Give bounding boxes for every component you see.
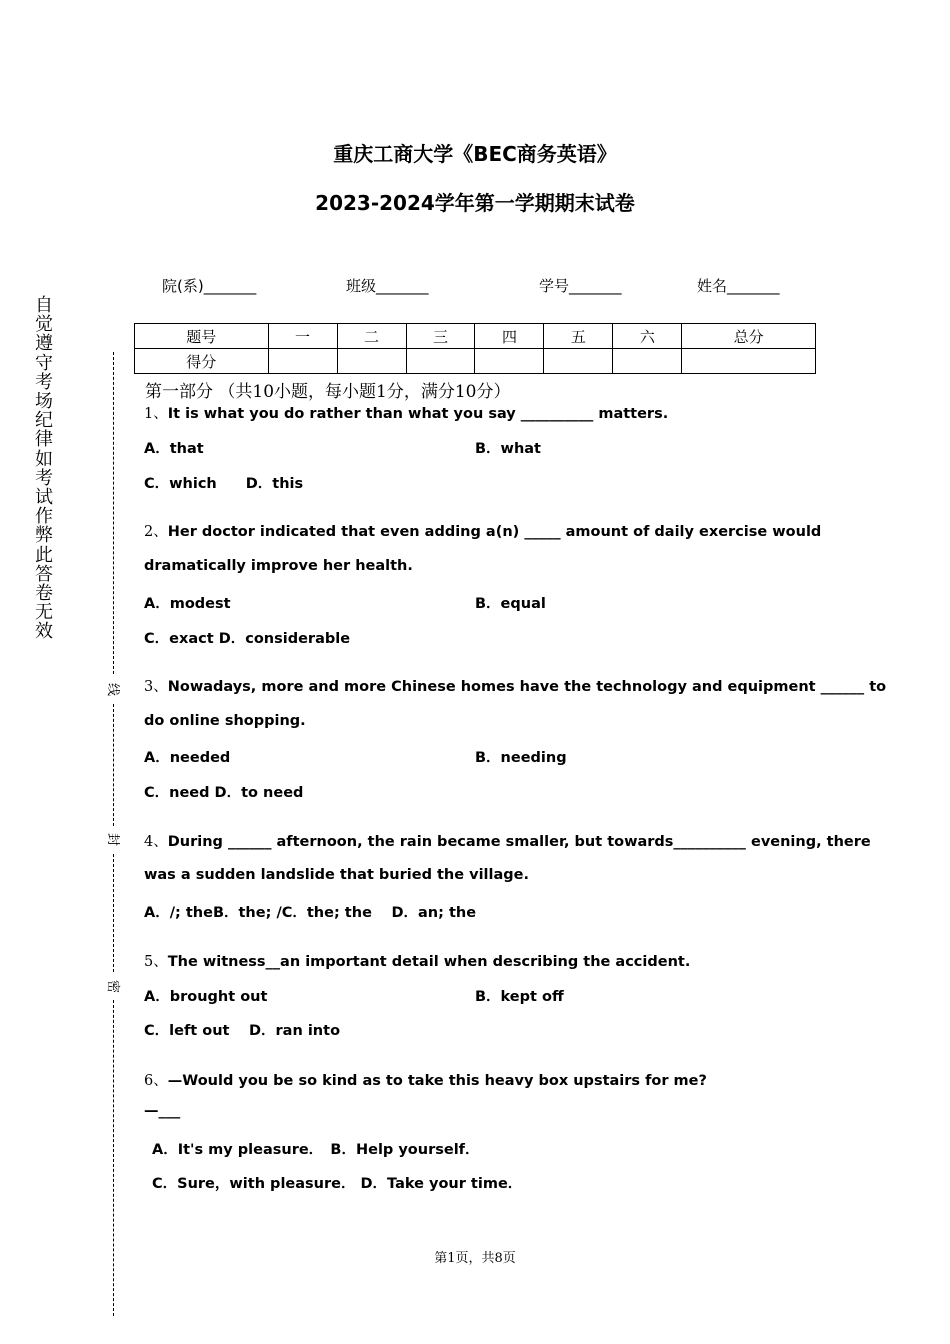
table-row	[135, 349, 816, 374]
option-cd: C．left out D．ran into	[144, 1023, 341, 1039]
page-number: 第1页，共8页	[434, 1251, 516, 1266]
side-notice: 自觉遵守考场纪律如考试作弊此答卷无效	[35, 295, 53, 643]
class-field: 班级_______	[346, 277, 429, 295]
column-header: 五	[544, 324, 613, 349]
question-3	[144, 675, 886, 696]
option-ab: A．It's my pleasure． B．Help yourself．	[152, 1142, 480, 1158]
row-header-score: 得分	[135, 349, 269, 374]
binding-line-mid2	[113, 854, 114, 972]
column-header: 四	[475, 324, 544, 349]
question-3-continued: do online shopping.	[144, 713, 306, 729]
binding-label-xian: 线	[105, 682, 121, 697]
option-cd: C．Sure，with pleasure． D．Take your time．	[152, 1176, 523, 1192]
question-4-continued: was a sudden landslide that buried the village.	[144, 867, 530, 883]
score-cell	[268, 349, 337, 374]
option-b: B．equal	[475, 596, 546, 612]
table-row	[135, 324, 816, 349]
question-1	[144, 402, 668, 423]
question-6	[144, 1069, 707, 1090]
question-number: 6、	[144, 1073, 168, 1089]
question-2	[144, 520, 821, 541]
section-title: 第一部分 （共10小题，每小题1分，满分10分）	[145, 382, 511, 402]
binding-line-mid1	[113, 704, 114, 826]
student-id-field: 学号_______	[539, 277, 622, 295]
column-header: 三	[406, 324, 475, 349]
question-text: The witness__an important detail when describing the accident.	[167, 954, 691, 970]
score-cell	[682, 349, 816, 374]
question-2-continued: dramatically improve her health.	[144, 558, 413, 574]
question-text: —Would you be so kind as to take this heavy box upstairs for me?	[167, 1073, 707, 1089]
option-a: A．needed	[144, 750, 231, 766]
question-number: 3、	[144, 679, 168, 695]
binding-line-bottom	[113, 1000, 114, 1316]
option-line: A．/; theB．the; /C．the; the D．an; the	[144, 905, 477, 921]
exam-title-line2: 2023-2024学年第一学期期末试卷	[315, 191, 635, 215]
name-field: 姓名_______	[697, 277, 780, 295]
question-text: Her doctor indicated that even adding a(n) _____ amount of daily exercise would	[167, 524, 822, 540]
question-number: 4、	[144, 834, 168, 850]
binding-label-mi: 密	[105, 979, 121, 994]
column-header: 总分	[682, 324, 816, 349]
column-header: 一	[268, 324, 337, 349]
question-text: During ______ afternoon, the rain became smaller, but towards__________ evening, there	[167, 834, 871, 850]
option-a: A．modest	[144, 596, 231, 612]
question-text: Nowadays, more and more Chinese homes have the technology and equipment ______ to	[167, 679, 887, 695]
question-text: It is what you do rather than what you say __________ matters.	[167, 406, 669, 422]
question-4	[144, 830, 871, 851]
score-cell	[544, 349, 613, 374]
option-cd: C．need D．to need	[144, 785, 304, 801]
option-a: A．that	[144, 441, 204, 457]
question-number: 1、	[144, 406, 168, 422]
column-header: 六	[613, 324, 682, 349]
binding-label-feng: 封	[105, 832, 121, 847]
option-a: A．brought out	[144, 989, 268, 1005]
question-5	[144, 950, 690, 971]
option-b: B．kept off	[475, 989, 564, 1005]
question-6-response: —___	[144, 1103, 181, 1119]
option-cd: C．which D．this	[144, 476, 304, 492]
exam-title-line1: 重庆工商大学《BEC商务英语》	[333, 142, 617, 166]
score-cell	[406, 349, 475, 374]
option-b: B．needing	[475, 750, 567, 766]
score-cell	[613, 349, 682, 374]
option-b: B．what	[475, 441, 541, 457]
department-field: 院(系)_______	[162, 277, 257, 295]
question-number: 2、	[144, 524, 168, 540]
row-header-question-no: 题号	[135, 324, 269, 349]
binding-line-top	[113, 352, 114, 674]
score-table	[134, 323, 816, 374]
column-header: 二	[337, 324, 406, 349]
question-number: 5、	[144, 954, 168, 970]
option-cd: C．exact D．considerable	[144, 631, 351, 647]
score-cell	[475, 349, 544, 374]
score-cell	[337, 349, 406, 374]
